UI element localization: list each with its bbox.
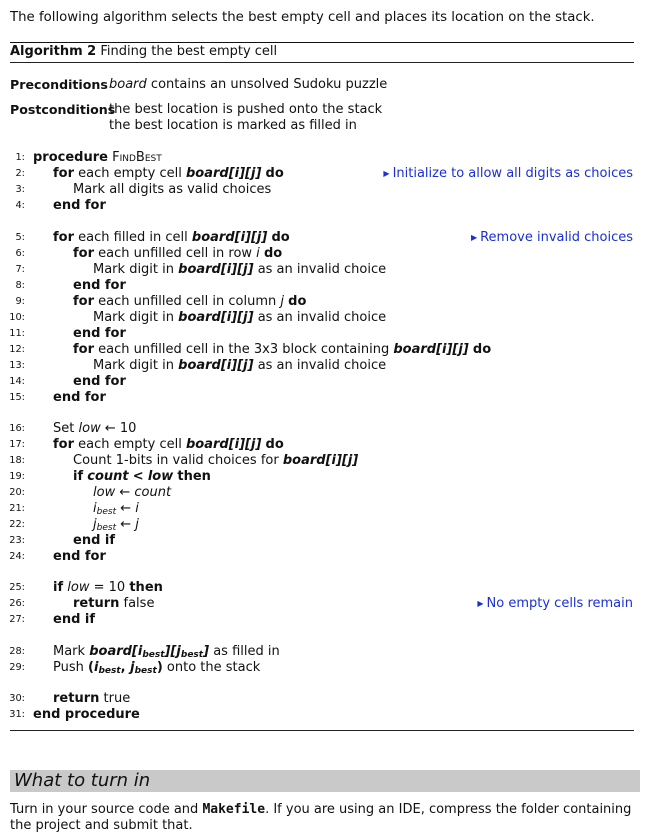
kw-for: for (73, 342, 94, 357)
line-number: 17: (9, 439, 25, 450)
code-line-5 (53, 230, 290, 246)
code-line-18 (73, 453, 358, 469)
line-number: 7: (15, 264, 25, 275)
proc-name: FindBest (112, 150, 162, 165)
section-title: What to turn in (14, 770, 151, 791)
algorithm-label: Algorithm 2 (10, 44, 97, 59)
line-number: 2: (15, 168, 25, 179)
var-board: board[i][j] (178, 358, 254, 373)
var-board: board[i][j] (191, 230, 268, 245)
arrow-icon: ← (120, 501, 132, 516)
value: false (123, 596, 155, 611)
kw-then: then (177, 469, 211, 484)
code-line-7 (93, 262, 386, 278)
var-low: low (67, 580, 90, 595)
line-number: 21: (9, 503, 25, 514)
op-lt: < (132, 469, 144, 484)
kw-for: for (53, 166, 74, 181)
line-number: 26: (9, 598, 25, 609)
section-body (10, 802, 640, 834)
line-number: 9: (15, 296, 25, 307)
line-number: 23: (9, 535, 25, 546)
line-number: 11: (9, 328, 25, 339)
kw-do: do (472, 342, 492, 357)
text: Push (53, 660, 84, 675)
var-j: j (93, 517, 97, 532)
arrow-icon: ← (104, 421, 116, 436)
var-count: count (87, 469, 129, 484)
kw-procedure: procedure (33, 150, 108, 165)
algorithm-caption (10, 44, 277, 59)
op-eq: = (93, 580, 105, 595)
value: 10 (108, 580, 126, 595)
code-line-30 (53, 691, 130, 707)
code-line-27: end if (53, 612, 96, 627)
postconditions-line-1: the best location is pushed onto the stack (109, 102, 383, 117)
code-line-8: end for (73, 278, 126, 293)
text: Mark (53, 644, 86, 659)
kw-do: do (265, 166, 284, 181)
comment-triangle-icon: ▶ (470, 233, 478, 242)
code-line-17 (53, 437, 284, 453)
code-line-12 (73, 342, 491, 358)
line-number: 3: (15, 184, 25, 195)
comment-line-2 (383, 166, 633, 183)
line-number: 10: (9, 312, 25, 323)
subscript: best (96, 523, 117, 533)
var-board: board[i][j] (185, 437, 262, 452)
var-j: j (130, 660, 135, 675)
kw-do: do (271, 230, 290, 245)
line-number: 12: (9, 344, 25, 355)
var-board: board[i][j] (282, 453, 359, 468)
subscript: best (96, 507, 117, 517)
var-i: i (93, 660, 99, 675)
kw-return: return (73, 596, 120, 611)
var-i: i (256, 246, 260, 261)
comment-text: Remove invalid choices (480, 230, 633, 245)
var-i: i (135, 501, 139, 516)
code-line-1 (33, 150, 162, 166)
var-board: board[i][j] (393, 342, 469, 357)
makefile-code: Makefile (202, 802, 266, 817)
code-line-9 (73, 294, 306, 310)
preconditions-var: board (109, 77, 147, 92)
kw-for: for (53, 437, 74, 452)
var-board: board[i][j] (178, 310, 254, 325)
var-j: j (135, 517, 139, 532)
line-number: 8: (15, 280, 25, 291)
arrow-icon: ← (120, 517, 132, 532)
code-line-24: end for (53, 549, 106, 564)
line-number: 24: (9, 551, 25, 562)
preconditions-desc: contains an unsolved Sudoku puzzle (150, 77, 388, 92)
kw-then: then (129, 580, 163, 595)
code-line-2 (53, 166, 284, 182)
algorithm-title: Finding the best empty cell (100, 44, 278, 59)
var-i: i (93, 501, 97, 516)
var-board-best: $board[i_{best}][j_{best}]$ (89, 644, 210, 660)
kw-do: do (265, 437, 284, 452)
kw-for: for (73, 294, 94, 309)
line-number: 20: (9, 487, 25, 498)
var-board: board[i][j] (178, 262, 254, 277)
line-number: 31: (9, 709, 25, 720)
arrow-icon: ← (119, 485, 131, 500)
text: as filled in (213, 644, 280, 659)
line-number: 25: (9, 582, 25, 593)
text: as an invalid choice (257, 262, 387, 277)
algorithm-top-rule (10, 42, 634, 43)
text: each unfilled cell in row (98, 246, 253, 261)
text: each empty cell (78, 166, 182, 181)
text: as an invalid choice (257, 310, 387, 325)
code-line-10 (93, 310, 386, 326)
line-number: 27: (9, 614, 25, 625)
code-line-29 (53, 660, 260, 679)
line-number: 28: (9, 646, 25, 657)
text: as an invalid choice (257, 358, 387, 373)
postconditions-label: Postconditions (10, 102, 116, 117)
text: Mark digit in (93, 262, 174, 277)
code-line-4: end for (53, 198, 106, 213)
section-text: Turn in your source code and (10, 802, 199, 817)
line-number: 19: (9, 471, 25, 482)
code-line-13 (93, 358, 386, 374)
code-line-20 (93, 485, 171, 501)
text: each unfilled cell in the 3x3 block containing (98, 342, 390, 357)
code-line-3: Mark all digits as valid choices (73, 182, 272, 197)
preconditions-label: Preconditions (10, 77, 108, 92)
line-number: 22: (9, 519, 25, 530)
preconditions-text (109, 77, 387, 92)
line-number: 14: (9, 376, 25, 387)
line-number: 18: (9, 455, 25, 466)
code-line-25 (53, 580, 163, 596)
value: 10 (119, 421, 137, 436)
line-number: 15: (9, 392, 25, 403)
code-line-14: end for (73, 374, 126, 389)
code-line-16 (53, 421, 136, 437)
line-number: 6: (15, 248, 25, 259)
subscript: best (134, 666, 157, 676)
var-low: low (147, 469, 174, 484)
line-number: 30: (9, 693, 25, 704)
text: Mark digit in (93, 358, 174, 373)
comment-text: No empty cells remain (486, 596, 633, 611)
subscript: best (98, 666, 121, 676)
kw-if: if (53, 580, 64, 595)
var-j: j (280, 294, 285, 309)
text: onto the stack (166, 660, 261, 675)
line-number: 4: (15, 200, 25, 211)
text: Set (53, 421, 75, 436)
text: each filled in cell (78, 230, 188, 245)
algorithm-caption-rule (10, 62, 634, 63)
code-line-6 (73, 246, 282, 262)
text: each unfilled cell in column (98, 294, 277, 309)
comment-triangle-icon: ▶ (383, 169, 390, 178)
code-line-31: end procedure (33, 707, 140, 722)
kw-for: for (53, 230, 74, 245)
kw-do: do (263, 246, 283, 261)
code-line-26 (73, 596, 154, 612)
algorithm-bottom-rule (10, 730, 634, 731)
var-board: board[i][j] (185, 166, 262, 181)
subscript: best (180, 650, 204, 660)
var-count: count (134, 485, 172, 500)
kw-if: if (73, 469, 84, 484)
line-number: 16: (9, 423, 25, 434)
tuple-best: ($i_{best}$, $j_{best}$) (88, 660, 163, 676)
section-text: . If you are using an IDE, compress the folder containing the project and submit that. (10, 802, 632, 833)
value: true (103, 691, 131, 706)
line-number: 29: (9, 662, 25, 673)
comment-triangle-icon: ▶ (477, 599, 484, 608)
comment-line-5 (471, 230, 633, 247)
var-board-part: board[i (89, 644, 143, 659)
code-line-19 (73, 469, 211, 485)
kw-return: return (53, 691, 100, 706)
intro-text: The following algorithm selects the best empty cell and places its location on the stack. (10, 10, 595, 25)
var-low: low (78, 421, 101, 436)
text: Count 1-bits in valid choices for (73, 453, 279, 468)
code-line-23: end if (73, 533, 116, 548)
comment-text: Initialize to allow all digits as choices (392, 166, 633, 181)
line-number: 5: (15, 232, 25, 243)
comment-line-26 (477, 596, 633, 613)
postconditions-line-2: the best location is marked as filled in (109, 118, 357, 133)
line-number: 13: (9, 360, 25, 371)
line-number: 1: (15, 152, 25, 163)
code-line-15: end for (53, 390, 106, 405)
code-line-11: end for (73, 326, 126, 341)
kw-for: for (73, 246, 94, 261)
var-low: low (93, 485, 116, 500)
subscript: best (142, 650, 165, 660)
text: each empty cell (78, 437, 182, 452)
kw-do: do (288, 294, 307, 309)
text: Mark digit in (93, 310, 174, 325)
